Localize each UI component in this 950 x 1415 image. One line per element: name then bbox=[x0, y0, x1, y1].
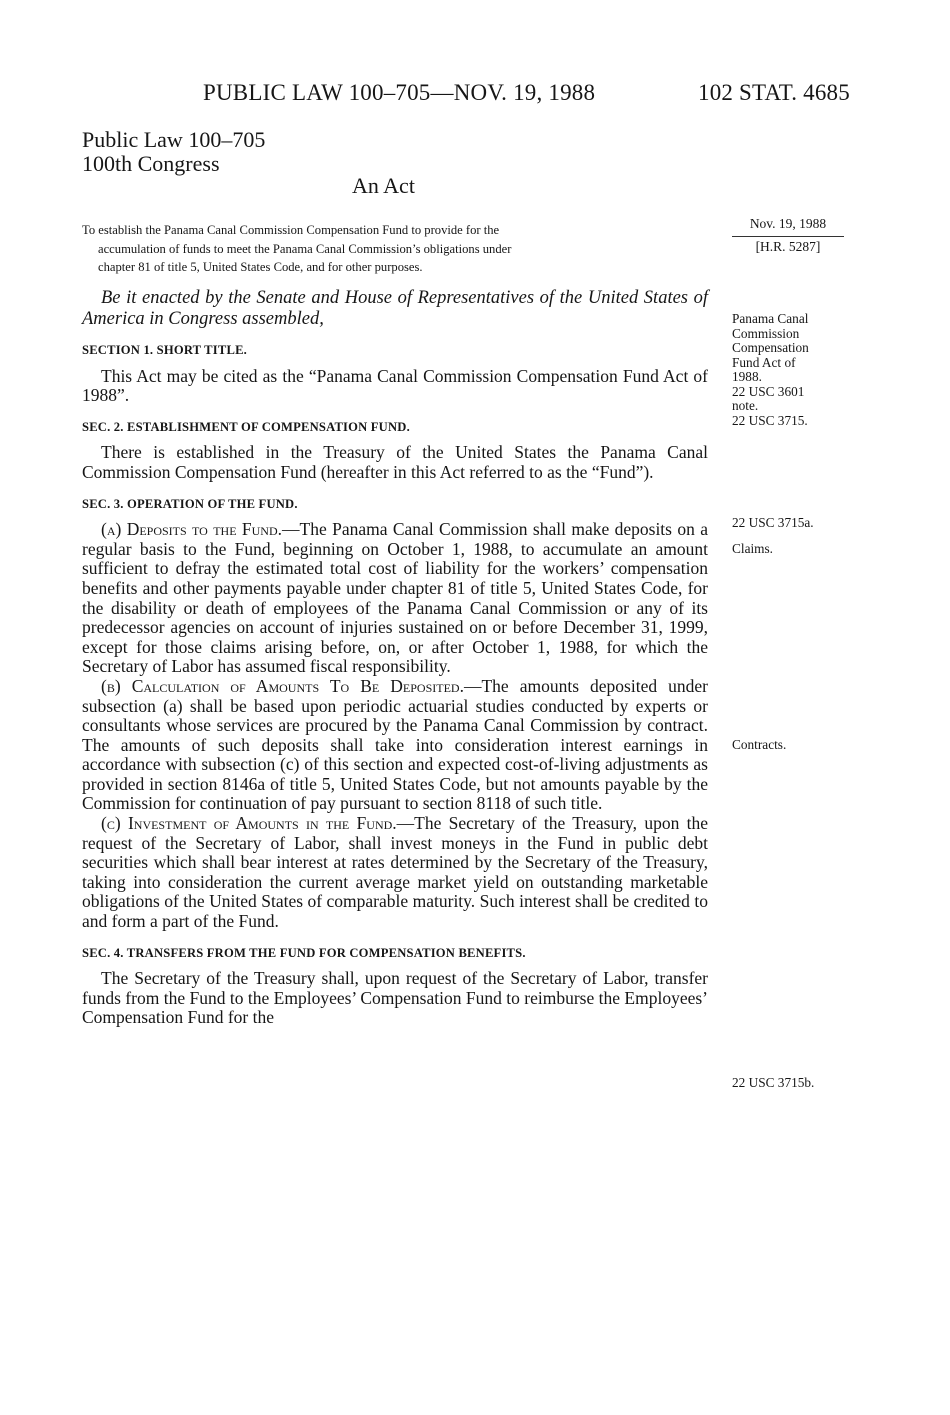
margin-note-usc-3715b: 22 USC 3715b. bbox=[732, 1075, 815, 1090]
statute-page-reference: 102 STAT. 4685 bbox=[698, 80, 850, 105]
purpose-statement bbox=[82, 221, 708, 277]
congress-number: 100th Congress bbox=[82, 151, 220, 176]
section-3b-label: (b) Calculation of Amounts To Be Deposited.— bbox=[101, 675, 482, 696]
section-2-text: There is established in the Treasury of the United States the Panama Canal Commission Compensation Fund (hereafter in this Act referred to as the “Fund”). bbox=[82, 442, 708, 482]
margin-note-usc-3715a: 22 USC 3715a. bbox=[732, 515, 814, 530]
section-4-text: The Secretary of the Treasury shall, upon request of the Secretary of Labor, transfer funds from the Fund to the Employees’ Compensation Fund to reimburse the Employees’ Compensation Fund for the bbox=[82, 968, 708, 1028]
section-3-heading: SEC. 3. OPERATION OF THE FUND. bbox=[82, 496, 298, 511]
margin-note-line: 22 USC 3715. bbox=[732, 412, 808, 428]
act-title: An Act bbox=[352, 173, 415, 198]
margin-note-line: Fund Act of bbox=[732, 354, 796, 370]
margin-note-line: Commission bbox=[732, 325, 800, 341]
section-3c-text: The Secretary of the Treasury, upon the request of the Secretary of Labor, shall invest moneys in the Fund in public debt securities which shall bear interest at rates determined by the Secretary of the Treasury, taking into consideration the current average market yield on outstanding marketable obligations of the United States of comparable maturity. Such interest shall be credited to and form a part of the Fund. bbox=[82, 813, 708, 932]
section-1-text: This Act may be cited as the “Panama Canal Commission Compensation Fund Act of 1988”. bbox=[82, 365, 708, 406]
margin-note-line: Compensation bbox=[732, 340, 809, 355]
section-3a-label: (a) Deposits to the Fund.— bbox=[101, 519, 300, 540]
margin-note-line: 22 USC 3601 bbox=[732, 383, 805, 399]
margin-note-line: note. bbox=[732, 398, 759, 413]
public-law-number: Public Law 100–705 bbox=[82, 127, 266, 152]
margin-note-claims: Claims. bbox=[732, 541, 774, 556]
margin-note-line: Panama Canal bbox=[732, 311, 809, 326]
section-3b-paragraph bbox=[82, 677, 708, 814]
section-3b-text: The amounts deposited under subsection (a) shall be based upon periodic actuarial studies conducted by experts or consultants whose services are procured by the Panama Canal Commission by contract. The amounts of such deposits shall take into consideration interest earnings in accordance with subsection (c) of this section and expected cost-of-living adjustments as provided in section 8146a of title 5, United States Code, but not amounts payable by the Commission for continuation of pay pursuant to section 8118 of such title. bbox=[82, 675, 708, 814]
act-body bbox=[82, 288, 708, 1028]
section-1-heading: SECTION 1. SHORT TITLE. bbox=[82, 343, 248, 357]
section-3a-paragraph bbox=[82, 520, 708, 677]
bill-number: [H.R. 5287] bbox=[755, 239, 821, 254]
section-3c-paragraph bbox=[82, 814, 708, 932]
margin-note-contracts: Contracts. bbox=[732, 737, 787, 752]
enactment-date-block bbox=[732, 214, 844, 257]
purpose-line-2: accumulation of funds to meet the Panama Canal Commission’s obligations under bbox=[98, 241, 512, 256]
section-3a-text: The Panama Canal Commission shall make deposits on a regular basis to the Fund, beginning on October 1, 1988, to accumulate an amount sufficient to defray the estimated total cost of liability for the workers’ compensation benefits and other payments payable under chapter 81 of title 5, United States Code, for the disability or death of employees of the Panama Canal Commission or any of its predecessor agencies on account of injuries sustained on or before December 31, 1999, except for those claims arising before, on, or after October 1, 1988, for which the Secretary of Labor has assumed fiscal responsibility. bbox=[82, 519, 708, 677]
section-2-heading: SEC. 2. ESTABLISHMENT OF COMPENSATION FUND. bbox=[82, 419, 410, 434]
margin-note-short-title bbox=[732, 312, 852, 428]
margin-note-line: 1988. bbox=[732, 369, 762, 384]
enacting-clause: Be it enacted by the Senate and House of Representatives of the United States of America in Congress assembled, bbox=[82, 288, 708, 329]
running-header-title: PUBLIC LAW 100–705—NOV. 19, 1988 bbox=[203, 80, 596, 105]
purpose-line-3: chapter 81 of title 5, United States Code, and for other purposes. bbox=[98, 260, 423, 274]
law-identifier bbox=[82, 128, 265, 176]
section-3c-label: (c) Investment of Amounts in the Fund.— bbox=[101, 813, 415, 834]
section-4-heading: SEC. 4. TRANSFERS FROM THE FUND FOR COMPENSATION BENEFITS. bbox=[82, 945, 526, 960]
purpose-line-1: To establish the Panama Canal Commission Compensation Fund to provide for the bbox=[82, 223, 500, 237]
enactment-date: Nov. 19, 1988 bbox=[732, 214, 844, 237]
